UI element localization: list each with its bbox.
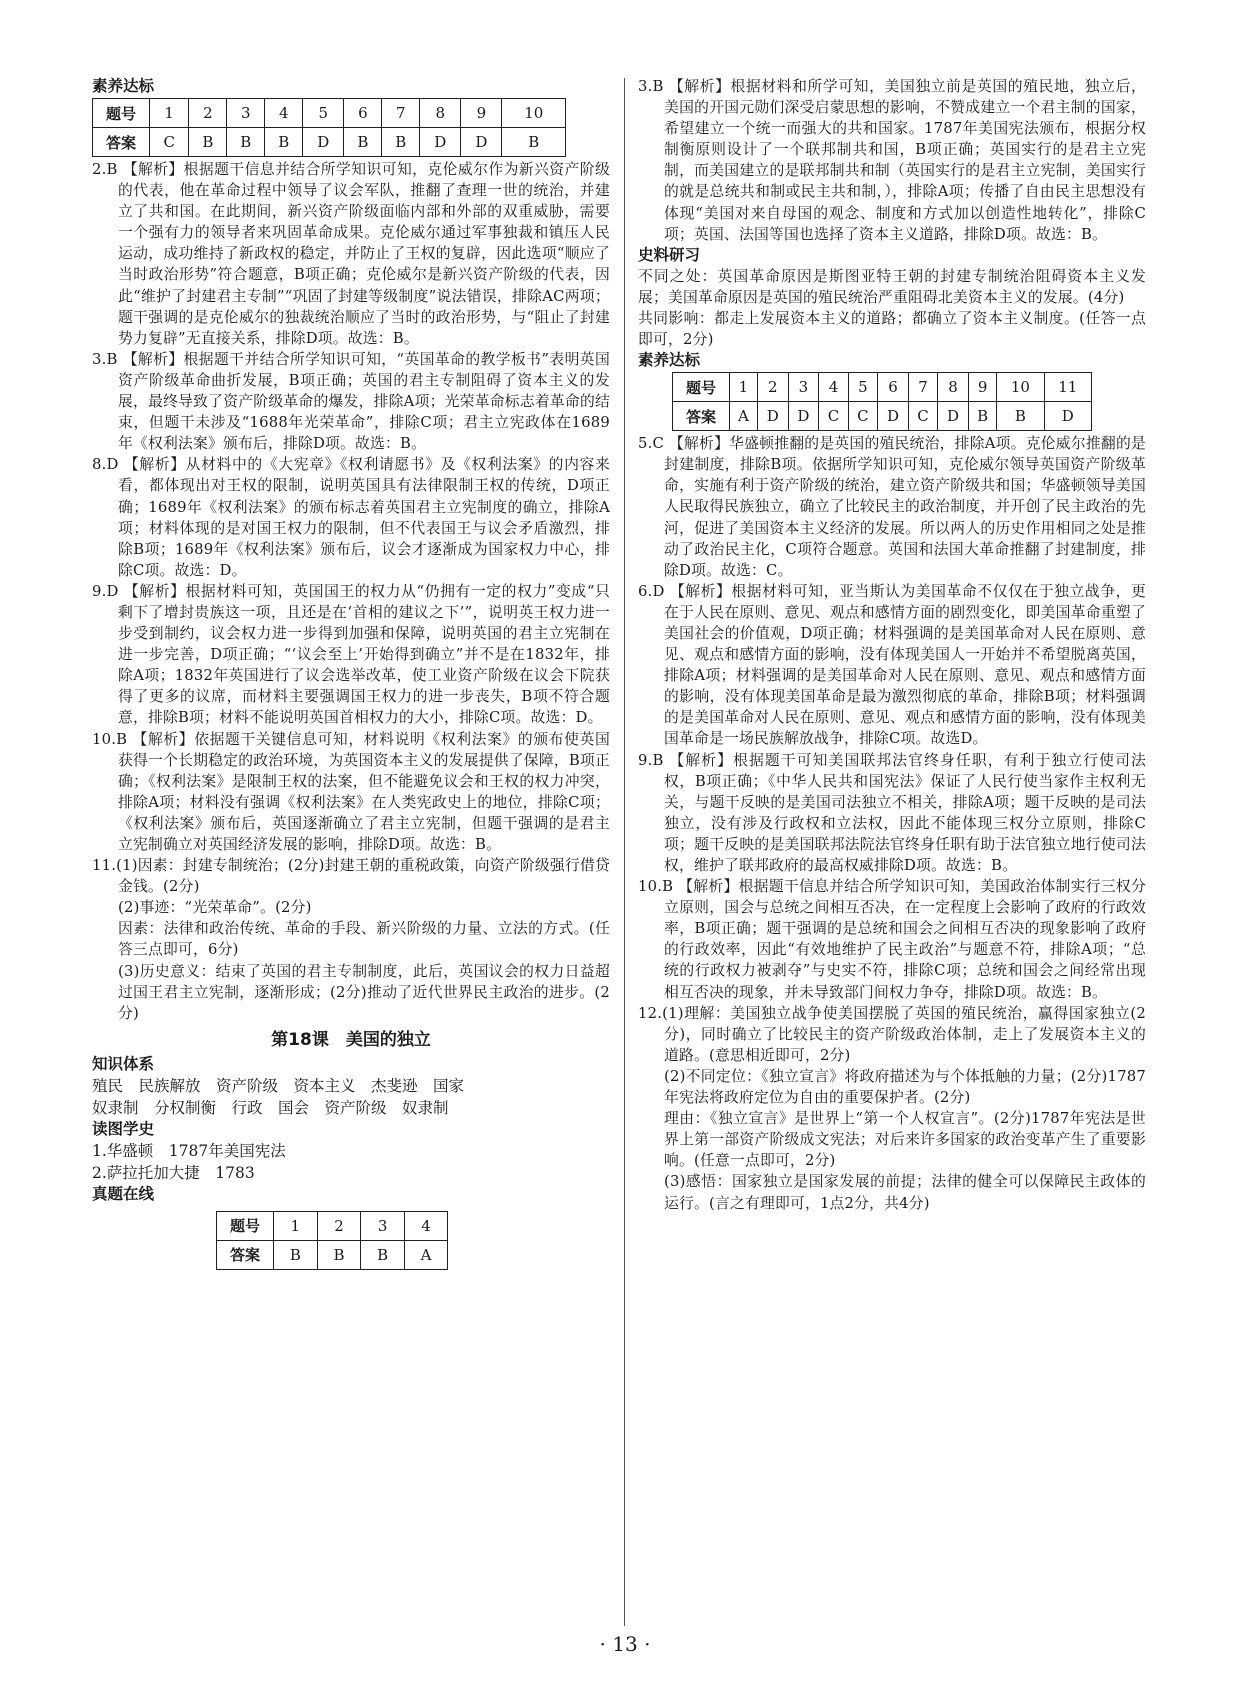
answer-explanation: 因素：法律和政治传统、革命的手段、新兴阶级的力量、立法的方式。(任答三点即可，6分) xyxy=(118,920,610,959)
table-cell: 8 xyxy=(420,99,461,128)
table-cell: 8 xyxy=(938,373,969,402)
table-cell: D xyxy=(303,128,344,157)
column-divider xyxy=(624,78,625,1626)
table-answer-row xyxy=(673,402,1092,431)
table-header-row xyxy=(217,1211,448,1240)
table-cell: 3 xyxy=(227,99,265,128)
table-cell: 4 xyxy=(404,1211,447,1240)
answer-explanation: 9.B 【解析】根据题干可知美国联邦法官终身任职，有利于独立行使司法权，B项正确；《中华人民共和国宪法》保证了人民行使当家作主权利无关，与题干反映的是美国司法独立不相关，排除A项；题干反映的是司法独立，没有涉及行政权和立法权，因此不能体现三权分立原则，排除C项；题干反映的是美国联邦法院法官终身任职有助于法官独立地行使司法权，维护了联邦政府的最高权威排除D项。故选：B。 xyxy=(638,751,1146,874)
table-row-label: 答案 xyxy=(93,128,150,157)
answer-explanation: 理由：《独立宣言》是世界上“第一个人权宣言”。(2分)1787年宪法是世界上第一部资产阶级成文宪法；对后来许多国家的政治变革产生了重要影响。(任意一点即可，2分) xyxy=(664,1110,1146,1170)
table-header-label: 题号 xyxy=(673,373,730,402)
table-cell: 3 xyxy=(788,373,819,402)
answer-explanation: 11.(1)因素：封建专制统治；(2分)封建王朝的重税政策，向资产阶级强行借贷金钱。(2分) xyxy=(92,857,610,896)
table-cell: 2 xyxy=(757,373,788,402)
table-cell: 9 xyxy=(968,373,996,402)
table-header-row xyxy=(93,99,566,128)
table-cell: 4 xyxy=(265,99,303,128)
table-cell: 6 xyxy=(878,373,909,402)
table-cell: A xyxy=(730,402,758,431)
table-cell: B xyxy=(344,128,382,157)
table-cell: 11 xyxy=(1044,373,1091,402)
table-cell: D xyxy=(788,402,819,431)
table-cell: A xyxy=(404,1240,447,1269)
table-cell: 4 xyxy=(819,373,848,402)
keyword-line: 奴隶制 分权制衡 行政 国会 资产阶级 奴隶制 xyxy=(92,1098,449,1117)
table-cell: D xyxy=(938,402,969,431)
section-heading: 史料研习 xyxy=(638,245,701,264)
section-heading: 知识体系 xyxy=(92,1054,155,1073)
section-heading: 素养达标 xyxy=(638,351,701,370)
answer-explanation: 2.B 【解析】根据题干信息并结合所学知识可知，克伦威尔作为新兴资产阶级的代表，他在革命过程中领导了议会军队，推翻了查理一世的统治，并建立了共和国。在此期间，新兴资产阶级面临内部和外部的双重威胁，需要一个强有力的领导者来巩固革命成果。克伦威尔通过军事独裁和镇压人民运动，成功维持了新政权的稳定，并防止了王权的复辟，因此选项“顺应了当时政治形势”符合题意，B项正确；克伦威尔是新兴资产阶级的代表，因此“维护了封建君主专制”“巩固了封建等级制度”说法错误，排除AC两项；题干强调的是克伦威尔的独裁统治顺应了当时的政治形势，与“阻止了封建势力复辟”无直接关系，排除D项。故选：B。 xyxy=(92,161,610,347)
table-cell: B xyxy=(968,402,996,431)
table-cell: B xyxy=(317,1240,361,1269)
right-column xyxy=(638,76,1146,1214)
table-cell: 1 xyxy=(150,99,189,128)
table-cell: B xyxy=(502,128,566,157)
table-cell: 9 xyxy=(461,99,502,128)
table-row-label: 答案 xyxy=(217,1240,274,1269)
left-column xyxy=(92,76,610,1272)
answer-explanation: 5.C 【解析】华盛顿推翻的是英国的殖民统治，排除A项。克伦威尔推翻的是封建制度，排除B项。依据所学知识可知，克伦威尔领导英国资产阶级革命，实施有利于资产阶级的统治，建立资产阶级共和国；华盛顿领导美国人民取得民族独立，确立了比较民主的政治制度，并开创了民主政治的先河，促进了美国资本主义经济的发展。所以两人的历史作用相同之处是推动了政治民主化，C项符合题意。英国和法国大革命推翻了封建制度，排除D项。故选：C。 xyxy=(638,435,1146,579)
table-cell: B xyxy=(227,128,265,157)
section-heading: 读图学史 xyxy=(92,1119,155,1138)
table-cell: C xyxy=(150,128,189,157)
answer-explanation: (3)历史意义：结束了英国的君主专制制度，此后，英国议会的权力日益超过国王君主立宪制，逐渐形成；(2分)推动了近代世界民主政治的进步。(2分) xyxy=(118,962,610,1022)
answer-explanation: 8.D 【解析】从材料中的《大宪章》《权利请愿书》及《权利法案》的内容来看，都体现出对王权的限制，说明英国具有法律限制王权的传统，D项正确；1689年《权利法案》的颁布标志着英国君主立宪制度的确立，排除A项；材料体现的是对国王权力的限制，但不代表国王与议会矛盾激烈，排除B项；1689年《权利法案》颁布后，议会才逐渐成为国家权力中心，排除C项。故选：D。 xyxy=(92,456,610,579)
lesson-title: 第18课 美国的独立 xyxy=(271,1029,431,1050)
read-map-line: 2.萨拉托加大捷 1783 xyxy=(92,1163,255,1182)
table-answer-row xyxy=(217,1240,448,1269)
answer-table xyxy=(672,372,1092,431)
answer-explanation: 10.B 【解析】根据题干信息并结合所学知识可知，美国政治体制实行三权分立原则，国会与总统之间相互否决，在一定程度上会影响了政府的行政效率，B项正确；题干强调的是总统和国会之间相互否决的现象影响了政府的行政效率，因此“有效地维护了民主政治”与题意不符，排除A项；“总统的行政权力被剥夺”与史实不符，排除C项；总统和国会之间经常出现相互否决的现象，并未导致部门间权力争夺，排除D项。故选：B。 xyxy=(638,878,1146,1001)
answer-explanation: 9.D 【解析】根据材料可知，英国国王的权力从“仍拥有一定的权力”变成“只剩下了增封贵族这一项，且还是在‘首相的建议之下’”，说明英王权力进一步受到制约，议会权力进一步得到加强和保障，说明英国的君主立宪制在进一步完善，D项正确；“‘议会至上’开始得到确立”并不是在1832年，排除A项；1832年英国进行了议会选举改革，使工业资产阶级在议会下院获得了更多的议席，而材料主要强调国王权力的进一步丧失，B项不符合题意，排除B项；材料不能说明英国首相权力的大小，排除C项。故选：D。 xyxy=(92,582,611,727)
table-cell: D xyxy=(878,402,909,431)
table-cell: 7 xyxy=(382,99,420,128)
table-cell: D xyxy=(420,128,461,157)
table-header-row xyxy=(673,373,1092,402)
answer-table xyxy=(216,1211,448,1270)
answer-explanation: (2)不同定位：《独立宣言》将政府描述为与个体抵触的力量；(2分)1787年宪法将政府定位为自由的重要保护者。(2分) xyxy=(664,1067,1146,1107)
section-heading: 素养达标 xyxy=(92,77,155,95)
answer-explanation: 12.(1)理解：美国独立战争使美国摆脱了英国的殖民统治，赢得国家独立(2分)，同时确立了比较民主的资产阶级政治体制，走上了发展资本主义的道路。(意思相近即可，2分) xyxy=(638,1004,1146,1064)
table-cell: D xyxy=(1044,402,1091,431)
table-cell: B xyxy=(189,128,227,157)
table-cell: 2 xyxy=(189,99,227,128)
read-map-line: 1.华盛顿 1787年美国宪法 xyxy=(92,1141,286,1160)
table-header-label: 题号 xyxy=(93,99,150,128)
table-cell: 5 xyxy=(848,373,877,402)
answer-explanation: 3.B 【解析】根据材料和所学可知，美国独立前是英国的殖民地，独立后，美国的开国元勋们深受启蒙思想的影响，不赞成建立一个君主制的国家，希望建立一个统一而强大的共和国家。1787年美国宪法颁布，根据分权制衡原则设计了一个联邦制共和国，B项正确；英国实行的是君主立宪制，而美国建立的是联邦制共和制（英国实行的是君主立宪制，美国实行的就是总统共和制或民主共和制，），排除A项；传播了自由民主思想没有体现“美国对来自母国的观念、制度和方式加以创造性地转化”，排除C项；英国、法国等国也选择了资本主义道路，排除D项。故选：B。 xyxy=(638,78,1146,243)
table-cell: C xyxy=(819,402,848,431)
table-cell: 7 xyxy=(908,373,937,402)
table-cell: 6 xyxy=(344,99,382,128)
answer-explanation: 6.D 【解析】根据材料可知，亚当斯认为美国革命不仅仅在于独立战争，更在于人民在原则、意见、观点和感情方面的剧烈变化，即美国革命重塑了美国社会的价值观，D项正确；材料强调的是美国革命对人民在原则、意见、观点和感情方面的影响，没有体现美国人一开始并不希望脱离英国，排除A项；材料强调的是美国革命对人民在原则、意见、观点和感情方面的影响，没有体现美国革命是最为激烈彻底的革命，排除B项；材料强调的是美国革命对人民在原则、意见、观点和感情方面的影响，没有体现美国革命是一场民族解放战争，排除C项。故选D。 xyxy=(638,582,1146,748)
table-cell: 10 xyxy=(997,373,1044,402)
study-answer: 不同之处：英国革命原因是斯图亚特王朝的封建专制统治阻碍资本主义发展；美国革命原因是英国的殖民统治严重阻碍北美资本主义的发展。(4分) xyxy=(638,267,1146,306)
answer-explanation: 3.B 【解析】根据题干并结合所学知识可知，“英国革命的教学板书”表明英国资产阶级革命曲折发展，B项正确；英国的君主专制阻碍了资本主义的发展，最终导致了资产阶级革命的爆发，排除A项；光荣革命标志着革命的结束，但题干未涉及“1688年光荣革命”，排除C项；君主立宪政体在1689年《权利法案》颁布后，排除D项。故选：B。 xyxy=(92,350,610,453)
table-cell: C xyxy=(848,402,877,431)
table-cell: B xyxy=(361,1240,405,1269)
table-cell: 5 xyxy=(303,99,344,128)
table-cell: B xyxy=(265,128,303,157)
section-heading: 真题在线 xyxy=(92,1184,155,1203)
keyword-line: 殖民 民族解放 资产阶级 资本主义 杰斐逊 国家 xyxy=(92,1076,465,1095)
answer-explanation: 10.B 【解析】依据题干关键信息可知，材料说明《权利法案》的颁布使英国获得一个长期稳定的政治环境，为英国资本主义的发展提供了保障，B项正确；《权利法案》是限制王权的法案，但不能避免议会和王权的权力冲突，排除A项；材料没有强调《权利法案》在人类宪政史上的地位，排除C项；《权利法案》颁布后，英国逐渐确立了君主立宪制，但题干强调的是君主立宪制确立对英国经济发展的影响，排除D项。故选：B。 xyxy=(92,730,610,853)
table-cell: B xyxy=(997,402,1044,431)
table-cell: C xyxy=(908,402,937,431)
table-cell: 10 xyxy=(502,99,566,128)
table-answer-row xyxy=(93,128,566,157)
table-header-label: 题号 xyxy=(217,1211,274,1240)
study-answer: 共同影响：都走上发展资本主义的道路；都确立了资本主义制度。(任答一点即可，2分) xyxy=(638,309,1146,349)
table-cell: 3 xyxy=(361,1211,405,1240)
table-cell: B xyxy=(274,1240,318,1269)
table-cell: B xyxy=(382,128,420,157)
table-cell: D xyxy=(757,402,788,431)
page-number: · 13 · xyxy=(599,1632,651,1656)
table-cell: 1 xyxy=(274,1211,318,1240)
answer-explanation: (3)感悟：国家独立是国家发展的前提；法律的健全可以保障民主政体的运行。(言之有理即可，1点2分，共4分) xyxy=(664,1173,1146,1212)
answer-explanation: (2)事迹：“光荣革命”。(2分) xyxy=(118,899,312,917)
table-row-label: 答案 xyxy=(673,402,730,431)
table-cell: D xyxy=(461,128,502,157)
table-cell: 2 xyxy=(317,1211,361,1240)
answer-table xyxy=(92,98,566,157)
table-cell: 1 xyxy=(730,373,758,402)
